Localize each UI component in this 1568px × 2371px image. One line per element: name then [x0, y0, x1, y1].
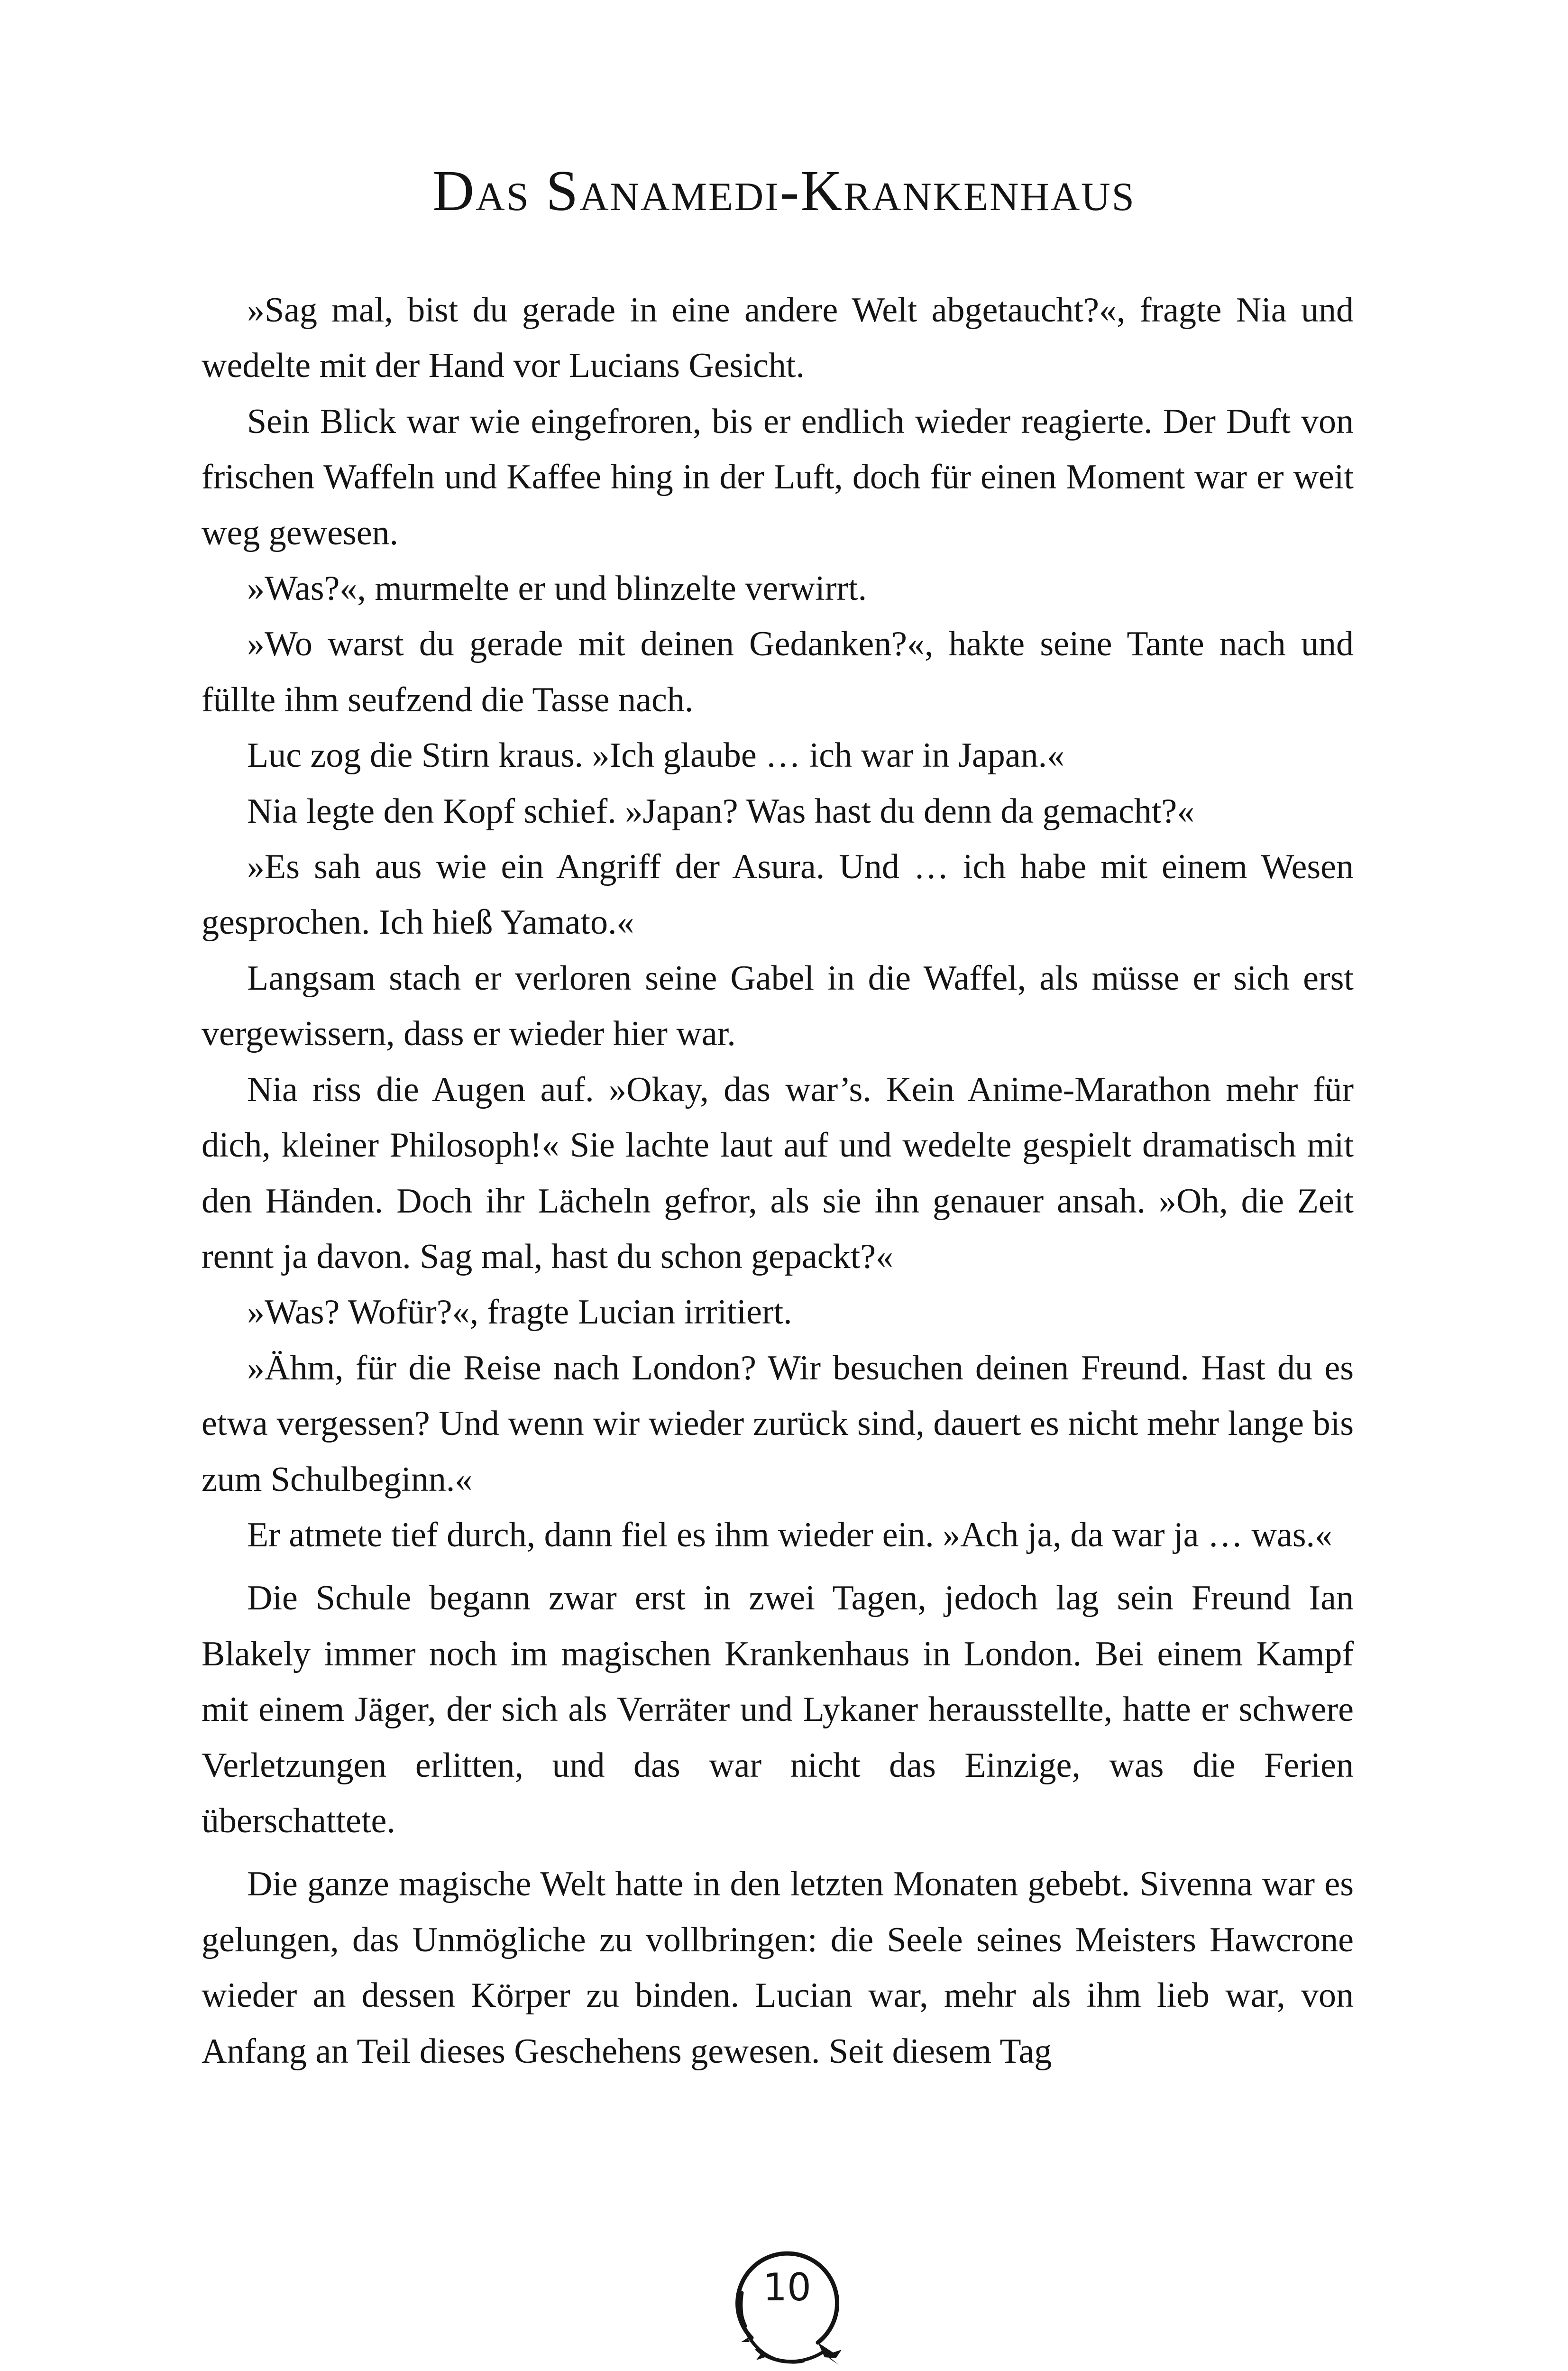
- paragraph: »Ähm, für die Reise nach London? Wir besuchen deinen Freund. Hast du es etwa vergessen? Und wenn wir wieder zurück sind, dauert es nicht mehr lange bis zum Schulbeginn.«: [202, 1348, 1354, 1499]
- paragraph: Er atmete tief durch, dann fiel es ihm wieder ein. »Ach ja, da war ja … was.«: [247, 1515, 1333, 1554]
- paragraph: »Sag mal, bist du gerade in eine andere Welt abgetaucht?«, fragte Nia und wedelte mit der Hand vor Lucians Gesicht.: [202, 291, 1354, 386]
- body-text: [202, 283, 1354, 2079]
- paragraph: »Was? Wofür?«, fragte Lucian irritiert.: [247, 1293, 792, 1332]
- chapter-title: Das Sanamedi-Krankenhaus: [432, 159, 1136, 223]
- paragraph: »Was?«, murmelte er und blinzelte verwirrt.: [247, 569, 867, 608]
- paragraph: Die ganze magische Welt hatte in den letzten Monaten gebebt. Sivenna war es gelungen, das Unmögliche zu vollbringen: die Seele seines Meisters Hawcrone wieder an dessen Körper zu binden. Lucian war, mehr als ihm lieb war, von Anfang an Teil dieses Geschehens gewesen. Seit diesem Tag: [202, 1865, 1354, 2071]
- page-number: 10: [763, 2265, 811, 2309]
- paragraph: Nia legte den Kopf schief. »Japan? Was hast du denn da gemacht?«: [247, 791, 1195, 831]
- paragraph: »Wo warst du gerade mit deinen Gedanken?«, hakte seine Tante nach und füllte ihm seufzend die Tasse nach.: [202, 625, 1354, 719]
- paragraph: Langsam stach er verloren seine Gabel in die Waffel, als müsse er sich erst vergewissern, dass er wieder hier war.: [202, 958, 1354, 1054]
- paragraph: Sein Blick war wie eingefroren, bis er endlich wieder reagierte. Der Duft von frischen Waffeln und Kaffee hing in der Luft, doch für einen Moment war er weit weg gewesen.: [202, 402, 1354, 552]
- paragraph: Nia riss die Augen auf. »Okay, das war’s. Kein Anime-Marathon mehr für dich, kleiner Philosoph!« Sie lachte laut auf und wedelte gespielt dramatisch mit den Händen. Doch ihr Lächeln gefror, als sie ihn genauer ansah. »Oh, die Zeit rennt ja davon. Sag mal, hast du schon gepackt?«: [202, 1070, 1354, 1276]
- paragraph: »Es sah aus wie ein Angriff der Asura. Und … ich habe mit einem Wesen gesprochen. Ich hieß Yamato.«: [202, 847, 1354, 942]
- paragraph: Luc zog die Stirn kraus. »Ich glaube … ich war in Japan.«: [247, 736, 1065, 775]
- page-number-emblem: [723, 2241, 851, 2369]
- paragraph: Die Schule begann zwar erst in zwei Tagen, jedoch lag sein Freund Ian Blakely immer noch im magischen Krankenhaus in London. Bei einem Kampf mit einem Jäger, der sich als Verräter und Lykaner herausstellte, hatte er schwere Verletzungen erlitten, und das war nicht das Einzige, was die Ferien überschattete.: [202, 1579, 1354, 1840]
